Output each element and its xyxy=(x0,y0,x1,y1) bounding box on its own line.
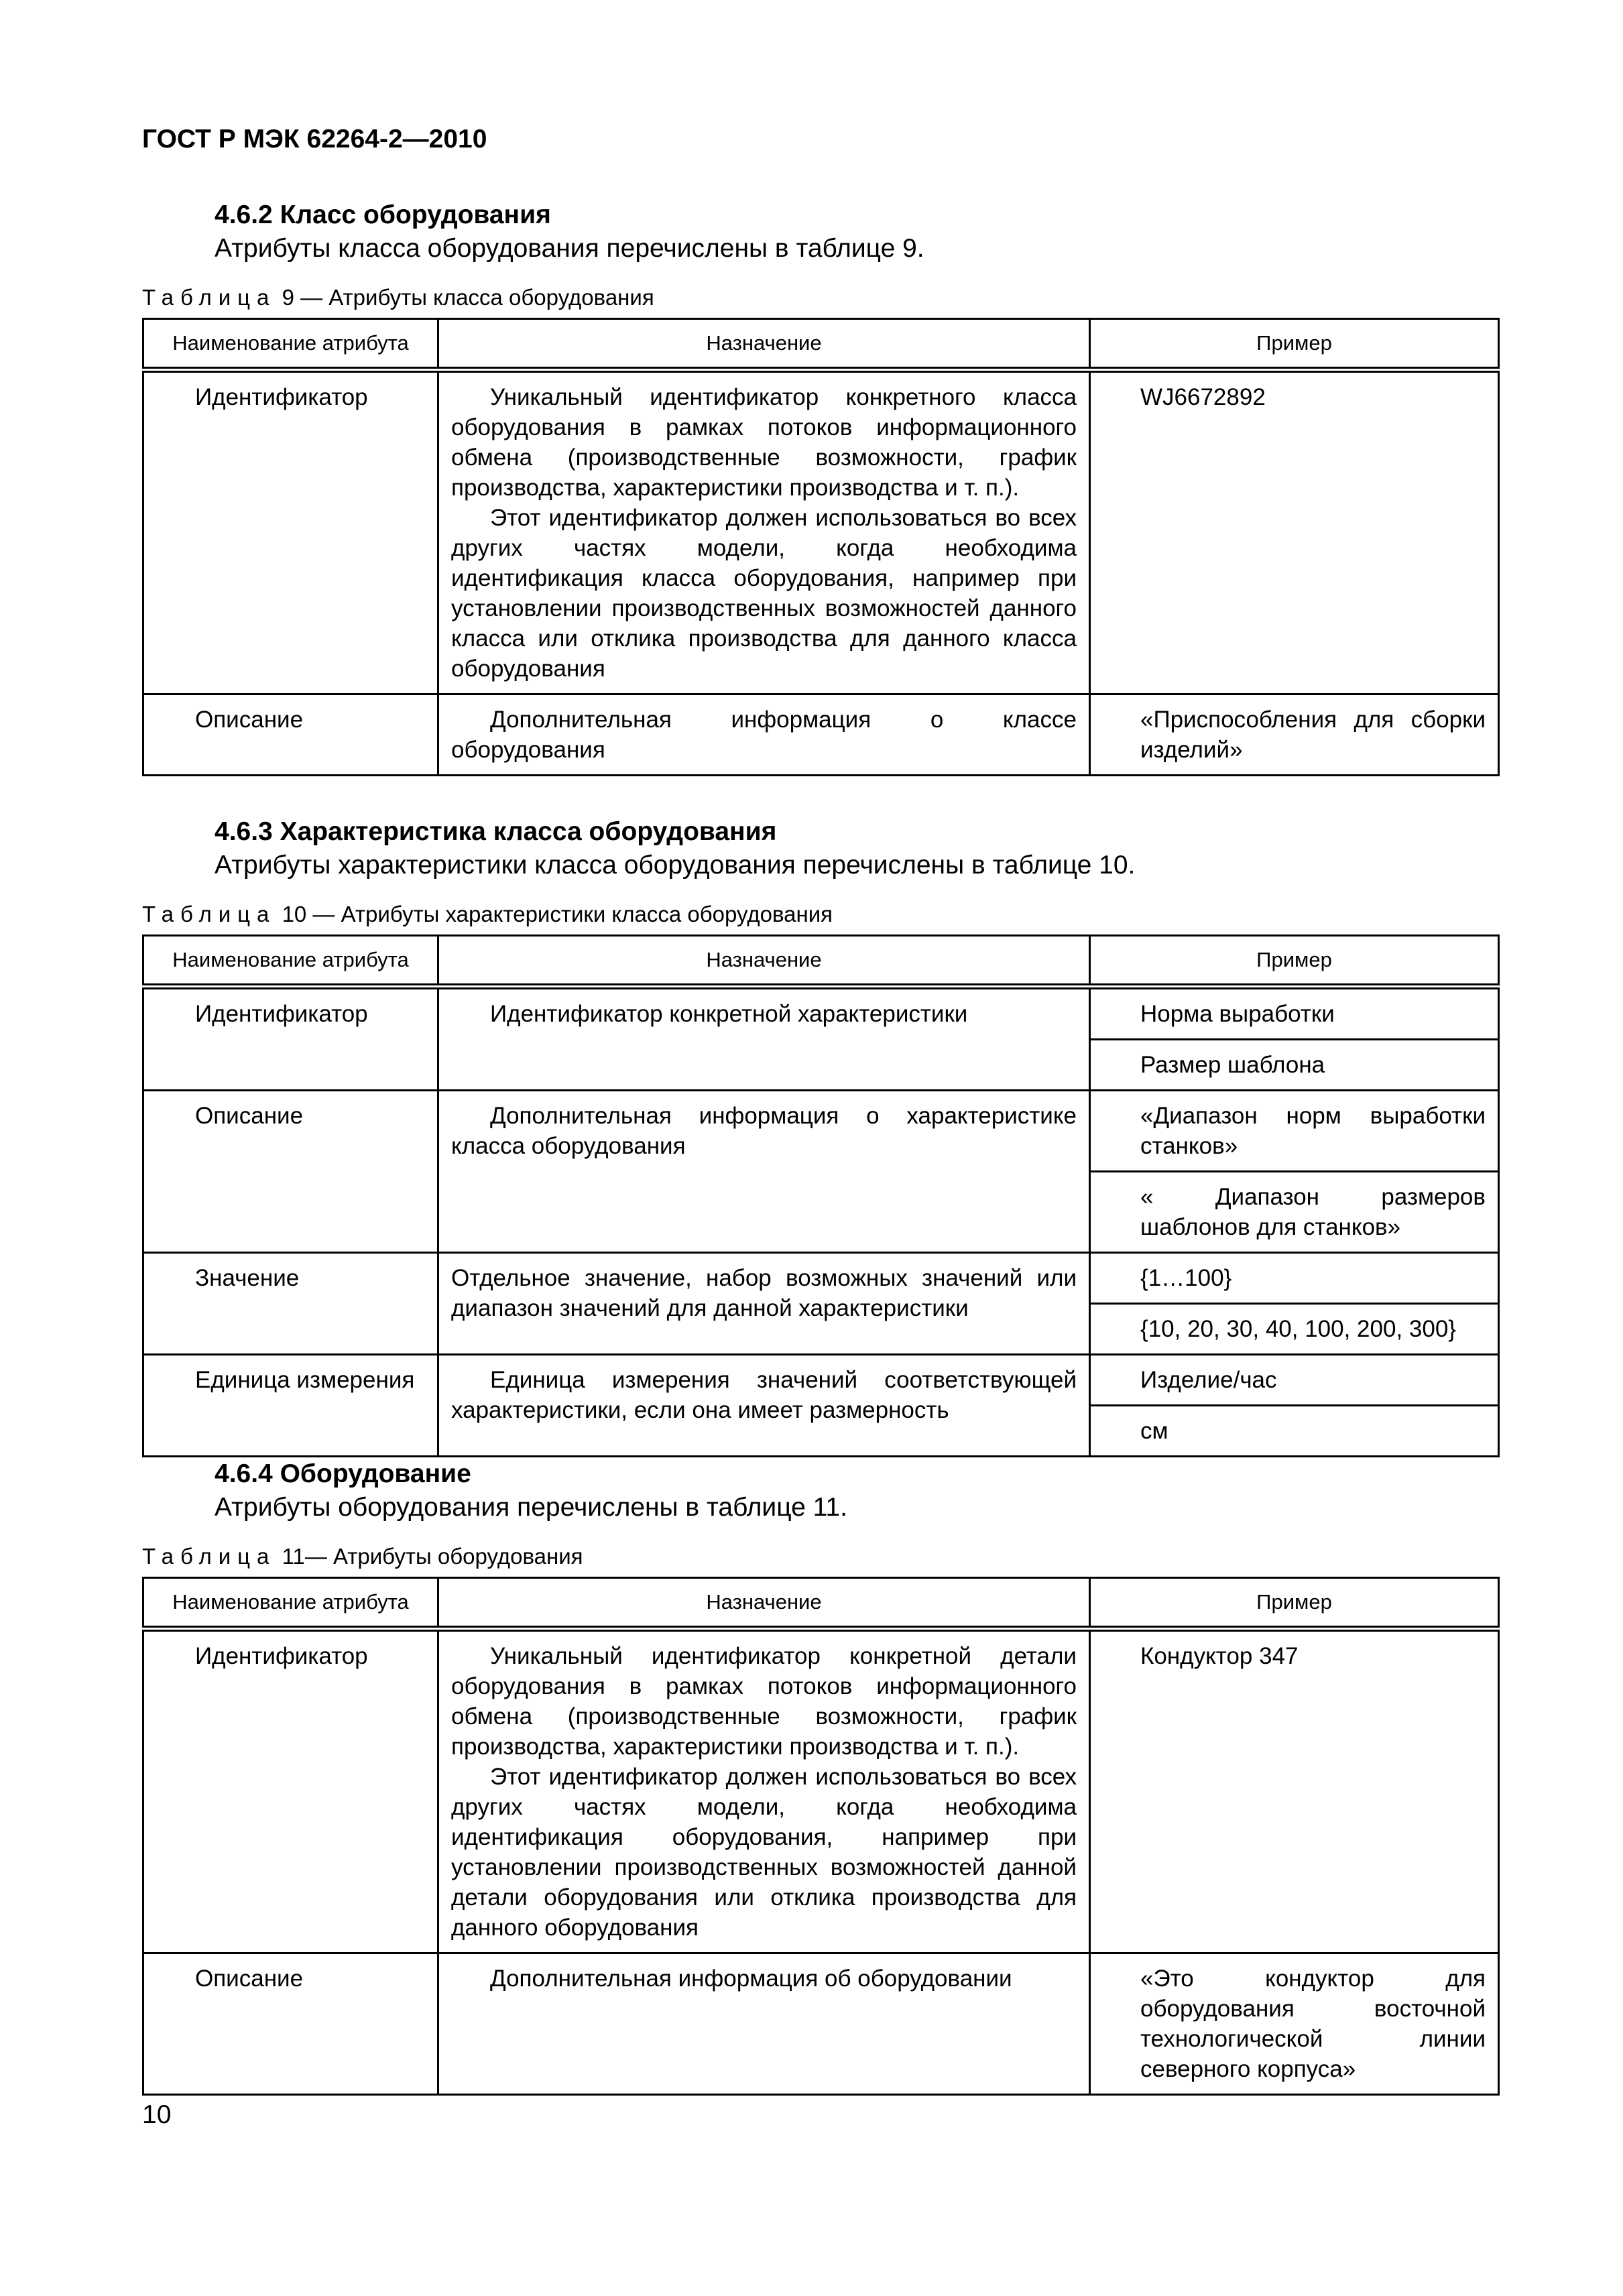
section-intro: Атрибуты характеристики класса оборудования перечислены в таблице 10. xyxy=(215,851,1136,880)
attribute-name: Идентификатор xyxy=(143,370,438,694)
attribute-example: см xyxy=(1090,1406,1499,1457)
attribute-name: Описание xyxy=(143,694,438,776)
section-equipment-class xyxy=(142,198,1496,776)
table-row xyxy=(143,1091,1499,1172)
attribute-example: Кондуктор 347 xyxy=(1090,1629,1499,1953)
attribute-example: {10, 20, 30, 40, 100, 200, 300} xyxy=(1090,1304,1499,1355)
column-header-example: Пример xyxy=(1090,936,1499,987)
column-header-name: Наименование атрибута xyxy=(143,319,438,370)
attribute-purpose: Дополнительная информация о классе оборудования xyxy=(438,694,1090,776)
attribute-purpose: Отдельное значение, набор возможных значений или диапазон значений для данной характеристики xyxy=(438,1253,1090,1355)
attribute-example: « Диапазон размеров шаблонов для станков» xyxy=(1090,1172,1499,1253)
table-row xyxy=(143,987,1499,1040)
attribute-name: Единица измерения xyxy=(143,1355,438,1457)
table-10 xyxy=(142,934,1500,1457)
section-intro: Атрибуты оборудования перечислены в таблице 11. xyxy=(215,1493,847,1522)
table-row xyxy=(143,1629,1499,1953)
attribute-example: Изделие/час xyxy=(1090,1355,1499,1406)
table-row xyxy=(143,370,1499,694)
attribute-name: Идентификатор xyxy=(143,1629,438,1953)
attribute-name: Описание xyxy=(143,1091,438,1253)
attribute-example: «Это кондуктор для оборудования восточной технологической линии северного корпуса» xyxy=(1090,1953,1499,2095)
table-9 xyxy=(142,318,1500,776)
attribute-example: «Диапазон норм выработки станков» xyxy=(1090,1091,1499,1172)
section-title: 4.6.3 Характеристика класса оборудования xyxy=(215,817,777,846)
section-intro: Атрибуты класса оборудования перечислены в таблице 9. xyxy=(215,234,924,263)
attribute-purpose: Уникальный идентификатор конкретной детали оборудования в рамках потоков информационного обмена (производственные возможности, график производства, характеристики производства и т. п.). Этот идентификатор должен использоваться во всех других частях модели, когда необходима идентификация оборудования, например при установлении производственных возможностей данной детали оборудования или отклика производства для данного оборудования xyxy=(438,1629,1090,1953)
attribute-name: Идентификатор xyxy=(143,987,438,1091)
attribute-example: WJ6672892 xyxy=(1090,370,1499,694)
column-header-purpose: Назначение xyxy=(438,1578,1090,1629)
section-title: 4.6.2 Класс оборудования xyxy=(215,200,551,229)
page-number: 10 xyxy=(142,2100,172,2129)
table-row xyxy=(143,1953,1499,2095)
attribute-purpose: Идентификатор конкретной характеристики xyxy=(438,987,1090,1091)
column-header-example: Пример xyxy=(1090,319,1499,370)
section-equipment-class-property xyxy=(142,815,1496,1457)
attribute-example: «Приспособления для сборки изделий» xyxy=(1090,694,1499,776)
section-title: 4.6.4 Оборудование xyxy=(215,1459,471,1488)
attribute-name: Значение xyxy=(143,1253,438,1355)
table-11 xyxy=(142,1577,1500,2096)
table-caption: Таблица 10 — Атрибуты характеристики класса оборудования xyxy=(142,902,833,926)
table-row xyxy=(143,1253,1499,1304)
column-header-example: Пример xyxy=(1090,1578,1499,1629)
attribute-purpose: Единица измерения значений соответствующей характеристики, если она имеет размерность xyxy=(438,1355,1090,1457)
table-row xyxy=(143,1355,1499,1406)
attribute-purpose: Уникальный идентификатор конкретного класса оборудования в рамках потоков информационного обмена (производственные возможности, график производства, характеристики производства и т. п.). Этот идентификатор должен использоваться во всех других частях модели, когда необходима идентификация класса оборудования, например при установлении производственных возможностей данного класса или отклика производства для данного класса оборудования xyxy=(438,370,1090,694)
table-caption: Таблица 11— Атрибуты оборудования xyxy=(142,1544,583,1569)
section-equipment xyxy=(142,1457,1496,2096)
attribute-example: Размер шаблона xyxy=(1090,1040,1499,1091)
column-header-purpose: Назначение xyxy=(438,319,1090,370)
table-row xyxy=(143,694,1499,776)
table-caption: Таблица 9 — Атрибуты класса оборудования xyxy=(142,285,654,310)
column-header-name: Наименование атрибута xyxy=(143,1578,438,1629)
document-header: ГОСТ Р МЭК 62264-2—2010 xyxy=(142,125,487,154)
attribute-purpose: Дополнительная информация о характеристике класса оборудования xyxy=(438,1091,1090,1253)
attribute-purpose: Дополнительная информация об оборудовании xyxy=(438,1953,1090,2095)
attribute-example: Норма выработки xyxy=(1090,987,1499,1040)
column-header-name: Наименование атрибута xyxy=(143,936,438,987)
column-header-purpose: Назначение xyxy=(438,936,1090,987)
attribute-example: {1…100} xyxy=(1090,1253,1499,1304)
attribute-name: Описание xyxy=(143,1953,438,2095)
